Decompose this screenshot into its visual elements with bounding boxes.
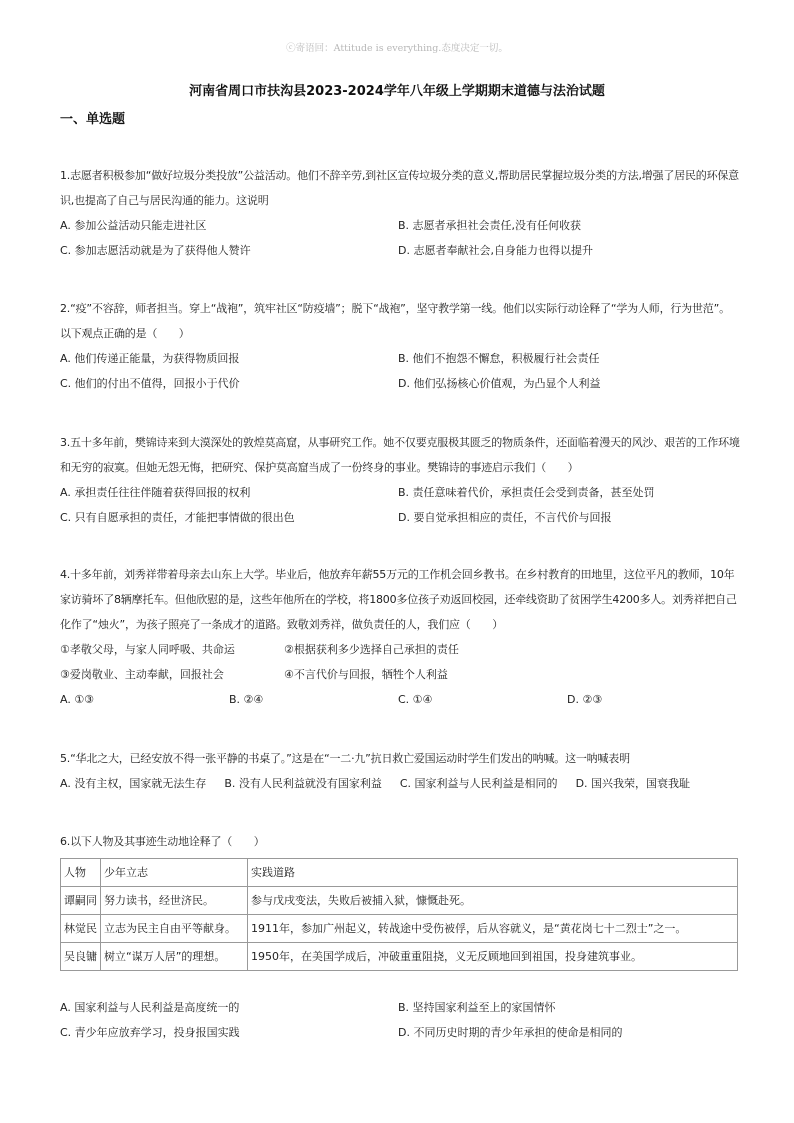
option-c[interactable]: C. 只有自愿承担的责任，才能把事情做的很出色: [60, 511, 295, 524]
option-d[interactable]: D. 要自觉承担相应的责任，不言代价与回报: [398, 511, 612, 524]
table-cell: 立志为民主自由平等献身。: [101, 915, 248, 943]
option-a[interactable]: A. 参加公益活动只能走进社区: [60, 219, 207, 232]
option-d[interactable]: D. 国兴我荣，国衰我耻: [575, 777, 691, 790]
option-c[interactable]: C. ①④: [398, 693, 433, 706]
option-b[interactable]: B. 他们不抱怨不懈怠，积极履行社会责任: [398, 352, 600, 365]
option-a[interactable]: A. 没有主权，国家就无法生存: [60, 777, 207, 790]
table-cell: 努力读书，经世济民。: [101, 887, 248, 915]
question-stem: 6.以下人物及其事迹生动地诠释了（ ）: [60, 835, 265, 848]
option-b[interactable]: B. 没有人民利益就没有国家利益: [224, 777, 382, 790]
option-a[interactable]: A. ①③: [60, 693, 95, 706]
table-header-row: [61, 859, 738, 887]
option-d[interactable]: D. ②③: [567, 693, 603, 706]
page-title: 河南省周口市扶沟县2023-2024学年八年级上学期期末道德与法治试题: [189, 84, 605, 99]
question-3: [60, 430, 740, 530]
table-cell: 1911年，参加广州起义，转战途中受伤被俘，后从容就义，是“黄花岗七十二烈士”之一。: [248, 915, 738, 943]
option-b[interactable]: B. 志愿者承担社会责任,没有任何收获: [398, 219, 582, 232]
question-stem: 3.五十多年前，樊锦诗来到大漠深处的敦煌莫高窟，从事研究工作。她不仅要克服极其匮乏的物质条件，还面临着漫天的风沙、艰苦的工作环境和无穷的寂寞。但她无怨无悔，把研究、保护莫高窟当成了一份终身的事业。樊锦诗的事迹启示我们（ ）: [60, 436, 740, 474]
table-header: 人物: [61, 859, 101, 887]
question-stem: 2.“疫”不容辞，师者担当。穿上“战袍”，筑牢社区“防疫墙”；脱下“战袍”，坚守教学第一线。他们以实际行动诠释了“学为人师，行为世范”。以下观点正确的是（ ）: [60, 302, 730, 340]
table-row: [61, 943, 738, 971]
table-row: [61, 915, 738, 943]
table-cell: 吴良镛: [61, 943, 101, 971]
question-6: [60, 829, 740, 1045]
question-stem: 4.十多年前，刘秀祥带着母亲去山东上大学。毕业后，他放弃年薪55万元的工作机会回乡教书。在乡村教育的田地里，这位平凡的教师，10年家访骑坏了8辆摩托车。但他欣慰的是，这些年他所在的学校，将1800多位孩子劝返回校园，还牵线资助了贫困学生4200多人。刘秀祥把自己化作了“烛火”，为孩子照亮了一条成才的道路。致敬刘秀祥，做负责任的人，我们应（ ）: [60, 568, 737, 631]
table-cell: 参与戊戌变法，失败后被捕入狱，慷慨赴死。: [248, 887, 738, 915]
table-header: 少年立志: [101, 859, 248, 887]
option-d[interactable]: D. 不同历史时期的青少年承担的使命是相同的: [398, 1026, 623, 1039]
option-b[interactable]: B. ②④: [229, 693, 264, 706]
table-cell: 谭嗣同: [61, 887, 101, 915]
option-d[interactable]: D. 他们弘扬核心价值观，为凸显个人利益: [398, 377, 601, 390]
question-stem: 1.志愿者积极参加“做好垃圾分类投放”公益活动。他们不辞辛劳,到社区宣传垃圾分类的意义,帮助居民掌握垃圾分类的方法,增强了居民的环保意识,也提高了自己与居民沟通的能力。这说明: [60, 169, 739, 207]
statement-4: ④不言代价与回报，牺牲个人利益: [284, 668, 448, 681]
table-cell: 1950年，在美国学成后，冲破重重阻挠，义无反顾地回到祖国，投身建筑事业。: [248, 943, 738, 971]
watermark: ⓒ寄语回：Attitude is everything.态度决定一切。: [286, 43, 508, 54]
question-stem: 5.“华北之大，已经安放不得一张平静的书桌了。”这是在“一二·九”抗日救亡爱国运动时学生们发出的呐喊。这一呐喊表明: [60, 752, 630, 765]
statement-2: ②根据获利多少选择自己承担的责任: [284, 643, 459, 656]
option-a[interactable]: A. 承担责任往往伴随着获得回报的权利: [60, 486, 251, 499]
question-2: [60, 296, 740, 396]
option-d[interactable]: D. 志愿者奉献社会,自身能力也得以提升: [398, 244, 593, 257]
option-c[interactable]: C. 参加志愿活动就是为了获得他人赞许: [60, 244, 251, 257]
question-4: [60, 562, 740, 712]
option-c[interactable]: C. 青少年应放弃学习，投身报国实践: [60, 1026, 240, 1039]
option-a[interactable]: A. 国家利益与人民利益是高度统一的: [60, 1001, 240, 1014]
table-cell: 树立“谋万人居”的理想。: [101, 943, 248, 971]
table-row: [61, 887, 738, 915]
table-cell: 林觉民: [61, 915, 101, 943]
option-b[interactable]: B. 坚持国家利益至上的家国情怀: [398, 1001, 556, 1014]
option-b[interactable]: B. 责任意味着代价，承担责任会受到责备，甚至处罚: [398, 486, 655, 499]
question-5: [60, 746, 740, 796]
statement-1: ①孝敬父母，与家人同呼吸、共命运: [60, 643, 235, 656]
question-1: [60, 163, 740, 263]
option-a[interactable]: A. 他们传递正能量，为获得物质回报: [60, 352, 240, 365]
statement-3: ③爱岗敬业、主动奉献，回报社会: [60, 668, 224, 681]
table-header: 实践道路: [248, 859, 738, 887]
info-table: [60, 858, 738, 971]
option-c[interactable]: C. 他们的付出不值得，回报小于代价: [60, 377, 240, 390]
option-c[interactable]: C. 国家利益与人民利益是相同的: [399, 777, 558, 790]
section-heading: 一、单选题: [60, 112, 126, 127]
